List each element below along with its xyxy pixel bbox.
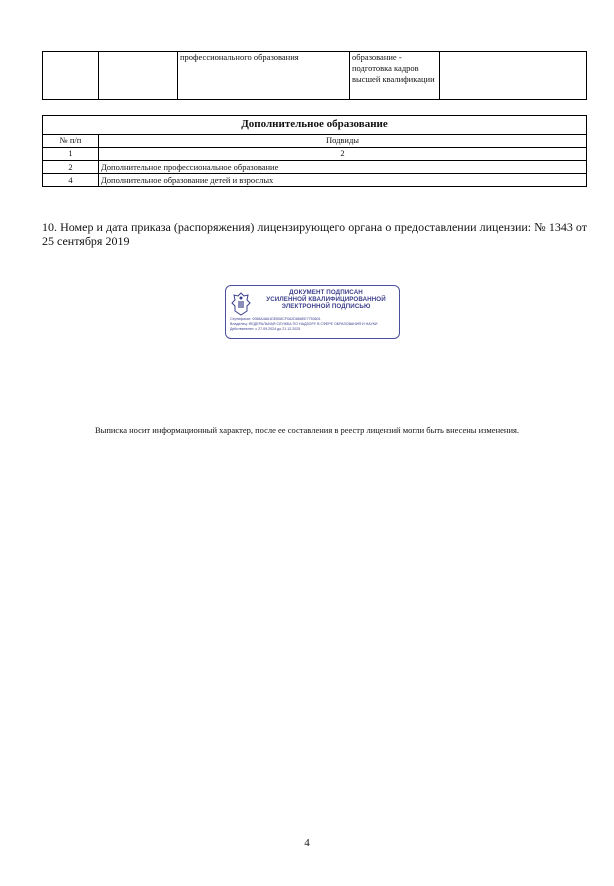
table-cell: образование - подготовка кадров высшей квалификации bbox=[350, 52, 440, 100]
table-cell bbox=[43, 52, 99, 100]
page-number: 4 bbox=[304, 837, 310, 849]
table-cell bbox=[440, 52, 587, 100]
coat-of-arms-icon bbox=[230, 291, 252, 317]
row-number: 4 bbox=[43, 174, 99, 187]
table-title-row bbox=[43, 116, 587, 135]
table-cell bbox=[99, 52, 178, 100]
continuation-table bbox=[42, 51, 587, 100]
stamp-validity: Действителен: с 27.09.2024 до 21.12.2025 bbox=[230, 327, 301, 331]
stamp-title-line: ЭЛЕКТРОННОЙ ПОДПИСЬЮ bbox=[281, 303, 371, 310]
row-number: 2 bbox=[43, 161, 99, 174]
column-header-subtypes: Подвиды bbox=[99, 135, 587, 148]
information-notice: Выписка носит информационный характер, после ее составления в реестр лицензий могли быть внесены изменения. bbox=[94, 425, 520, 435]
row-name: Дополнительное профессиональное образование bbox=[99, 161, 587, 174]
stamp-title-line: ДОКУМЕНТ ПОДПИСАН bbox=[289, 289, 363, 296]
table-row bbox=[43, 161, 587, 174]
table-row bbox=[43, 52, 587, 100]
table-title: Дополнительное образование bbox=[43, 116, 587, 135]
electronic-signature-stamp bbox=[225, 285, 400, 339]
column-number: 2 bbox=[99, 148, 587, 161]
table-column-numbers-row bbox=[43, 148, 587, 161]
table-row bbox=[43, 174, 587, 187]
row-name: Дополнительное образование детей и взрослых bbox=[99, 174, 587, 187]
table-header-row bbox=[43, 135, 587, 148]
column-header-number: № п/п bbox=[43, 135, 99, 148]
stamp-owner: Владелец: ФЕДЕРАЛЬНАЯ СЛУЖБА ПО НАДЗОРУ В СФЕРЕ ОБРАЗОВАНИЯ И НАУКИ bbox=[230, 322, 378, 326]
stamp-title-line: УСИЛЕННОЙ КВАЛИФИЦИРОВАННОЙ bbox=[266, 296, 386, 303]
additional-education-table bbox=[42, 115, 587, 187]
column-number: 1 bbox=[43, 148, 99, 161]
license-order-paragraph: 10. Номер и дата приказа (распоряжения) лицензирующего органа о предоставлении лицензии: № 1343 от 25 сентября 2019 bbox=[42, 220, 587, 248]
stamp-certificate: Сертификат: 0068A4A61DE608CF0A2D866EE7753601 bbox=[230, 317, 321, 321]
table-cell: профессионального образования bbox=[178, 52, 350, 100]
